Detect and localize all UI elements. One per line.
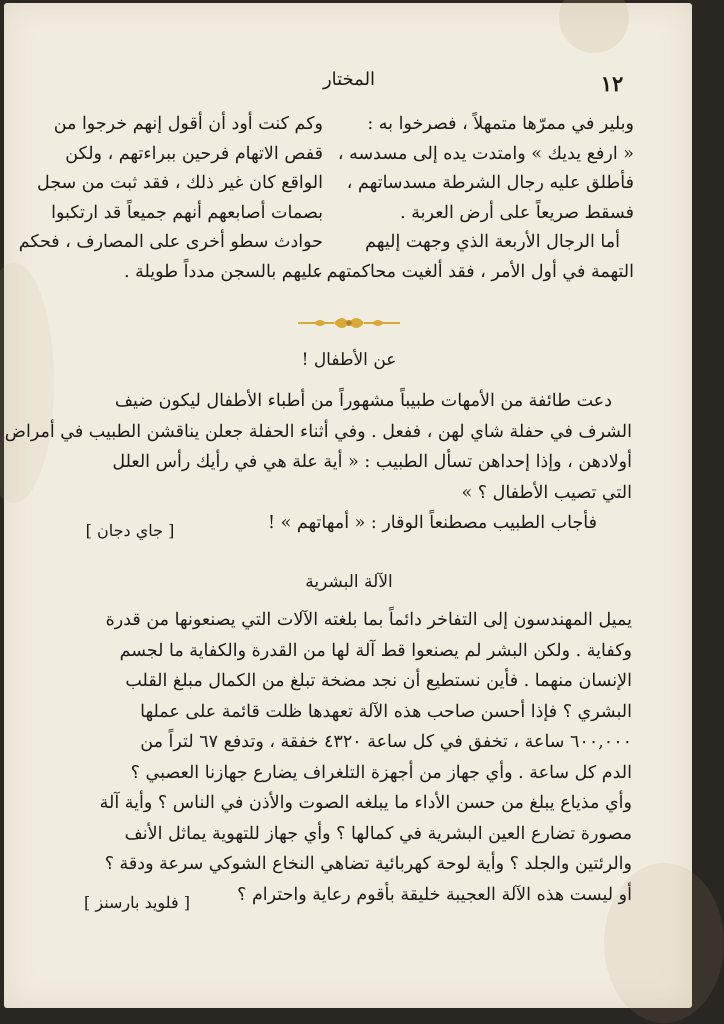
right-column <box>315 110 634 287</box>
text-line: الدم كل ساعة . وأي جهاز من أجهزة التلغراف يضارع جهازنا العصبي ؟ <box>130 762 632 783</box>
author-credit: [ جاي دجان ] <box>85 521 175 540</box>
text-line: فسقط صريعاً على أرض العربة . <box>400 202 634 223</box>
text-line: عليهم بالسجن مدداً طويلة . <box>123 261 323 282</box>
document-page <box>4 3 692 1008</box>
text-line: مصورة تضارع العين البشرية في كمالها ؟ وأي جهاز للتهوية يماثل الأنف <box>124 823 632 844</box>
text-line: والرئتين والجلد ؟ وأية لوحة كهربائية تضاهي النخاع الشوكي سرعة ودقة ؟ <box>104 854 632 874</box>
text-line: بصمات أصابعهم أنهم جميعاً قد ارتكبوا <box>51 202 323 223</box>
text-line: التهمة في أول الأمر ، فقد ألغيت محاكمتهم . <box>315 261 634 282</box>
text-line: وأي مذياع يبلغ من حسن الأداء ما يبلغه الصوت والأذن في الناس ؟ وأية آلة <box>99 793 632 813</box>
text-line: وبلير في ممرّها متمهلاً ، فصرخوا به : <box>367 114 634 134</box>
text-line: يميل المهندسون إلى التفاخر دائماً بما بلغته الآلات التي يصنعونها من قدرة <box>105 610 632 630</box>
section-body <box>76 610 632 915</box>
text-line: أو ليست هذه الآلة العجيبة خليقة بأقوم رعاية واحترام ؟ <box>237 884 632 905</box>
text-line: وكم كنت أود أن أقول إنهم خرجوا من <box>53 114 323 134</box>
text-line: الشرف في حفلة شاي لهن ، ففعل . وفي أثناء الحفلة جعلن يناقشن الطبيب في أمراض <box>4 421 632 442</box>
ornament-divider <box>294 311 404 335</box>
text-line: البشري ؟ فإذا أحسن صاحب هذه الآلة تعهدها ظلت قائمة على عملها <box>140 701 632 722</box>
text-line: فأطلق عليه رجال الشرطة مسدساتهم ، <box>346 173 634 193</box>
section-title: عن الأطفال ! <box>301 350 397 370</box>
text-line: دعت طائفة من الأمهات طبيباً مشهوراً من أطباء الأطفال ليكون ضيف <box>114 391 612 411</box>
section-title: الآلة البشرية <box>305 572 393 592</box>
paper-stain <box>559 0 629 53</box>
text-line: التي تصيب الأطفال ؟ » <box>461 482 632 503</box>
text-line: الإنسان منهما . فأين نستطيع أن نجد مضخة تبلغ من الكمال مبلغ القلب <box>125 671 632 691</box>
paper-stain <box>0 263 54 503</box>
page-number: ١٢ <box>600 71 624 96</box>
text-line: أما الرجال الأربعة الذي وجهت إليهم <box>365 232 620 252</box>
left-column <box>18 110 323 287</box>
text-line: حوادث سطو أخرى على المصارف ، فحكم <box>18 232 323 252</box>
running-title: المختار <box>322 69 376 90</box>
text-line: قفص الاتهام فرحين ببراءتهم ، ولكن <box>65 143 323 164</box>
text-line: « ارفع يديك » وامتدت يده إلى مسدسه ، <box>337 143 634 164</box>
text-line: الواقع كان غير ذلك ، فقد ثبت من سجل <box>36 173 323 193</box>
text-line: وكفاية . ولكن البشر لم يصنعوا قط آلة لها من القدرة والكفاية ما لجسم <box>119 640 632 661</box>
author-credit: [ فلويد بارسنز ] <box>84 893 190 912</box>
text-line: ٦٠٠,٠٠٠ ساعة ، تخفق في كل ساعة ٤٣٢٠ خفقة ، وتدفع ٦٧ لتراً من <box>140 732 632 752</box>
text-line: أولادهن ، وإذا إحداهن تسأل الطبيب : « أية علة هي في رأيك رأس العلل <box>112 452 632 472</box>
text-line: فأجاب الطبيب مصطنعاً الوقار : « أمهاتهم » ! <box>267 513 597 533</box>
